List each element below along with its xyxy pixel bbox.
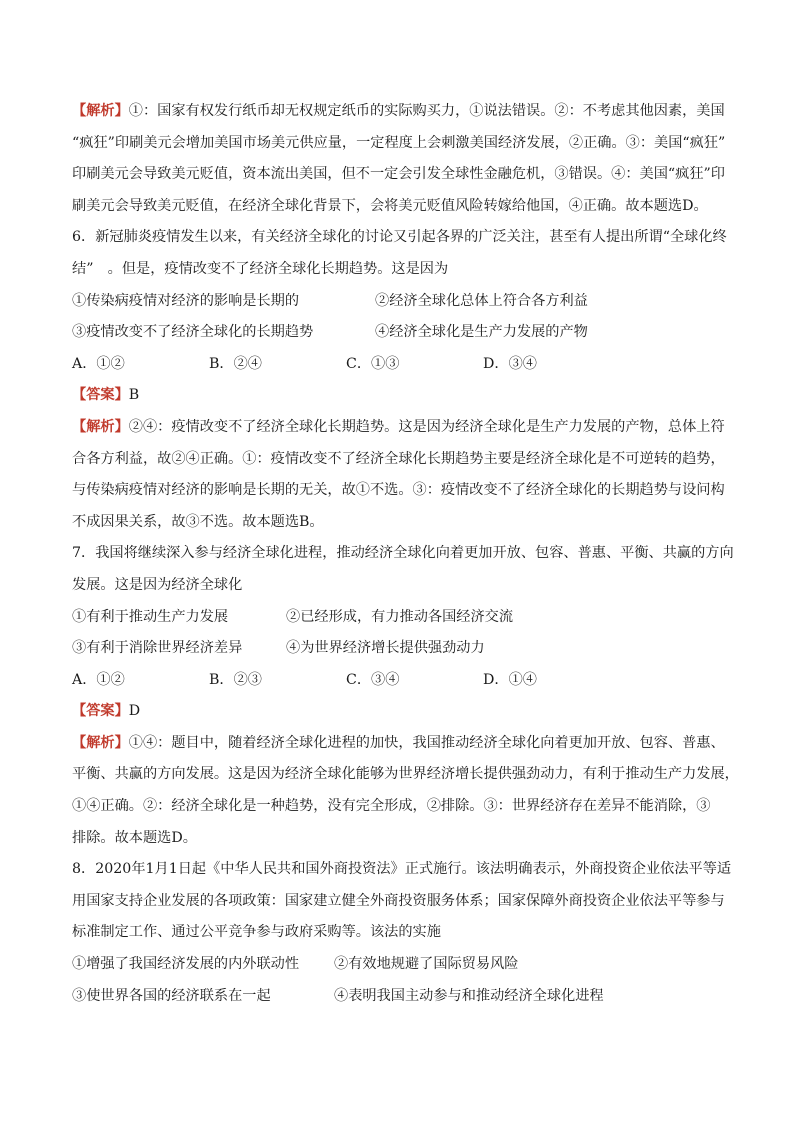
option-item: ④表明我国主动参与和推动经济全球化进程 [334,987,604,1004]
question-stem-line: 6．新冠肺炎疫情发生以来，有关经济全球化的讨论又引起各界的广泛关注，甚至有人提出所谓“全球化终 [72,229,727,246]
answer-line [72,380,722,412]
option-item: ②经济全球化总体上符合各方利益 [375,292,588,309]
choice-d: D．③④ [483,355,537,372]
question-stem-line: 标准制定工作、通过公平竞争参与政府采购等。该法的实施 [72,924,441,941]
question-stem-line: 7．我国将继续深入参与经济全球化进程，推动经济全球化向着更加开放、包容、普惠、平衡、共赢的方向 [72,545,734,562]
answer-tag: 【答案】 [72,703,129,720]
choice-d: D．①④ [483,671,537,688]
explanation-line: 刷美元会导致美元贬值，在经济全球化背景下，会将美元贬值风险转嫁给他国，④正确。故本题选D。 [72,197,708,214]
answer-line [72,696,722,728]
option-item: ④为世界经济增长提供强劲动力 [286,640,485,657]
answer-value: B [128,387,140,404]
option-row [72,317,722,349]
explanation-tag: 【解析】 [72,103,129,119]
choice-row [72,349,722,381]
explanation-line: 平衡、共赢的方向发展。这是因为经济全球化能够为世界经济增长提供强劲动力，有利于推动生产力发展， [72,766,739,783]
explanation-line: 印刷美元会导致美元贬值，资本流出美国，但不一定会引发全球性金融危机，③错误。④：美国“疯狂”印 [72,166,725,183]
option-item: ③使世界各国的经济联系在一起 [72,987,271,1004]
explanation-line: ①④正确。②：经济全球化是一种趋势，没有完全形成，②排除。③：世界经济存在差异不能消除，③ [72,798,711,815]
choice-row [72,665,722,697]
document-page [72,96,739,1012]
question-stem-line: 8．2020年1月1日起《中华人民共和国外商投资法》正式施行。该法明确表示，外商投资企业依法平等适 [72,861,732,878]
explanation-line: “疯狂”印刷美元会增加美国市场美元供应量，一定程度上会刺激美国经济发展，②正确。③：美国“疯狂” [72,134,726,151]
answer-value: D [128,703,141,720]
explanation-line: 合各方利益，故②④正确。①：疫情改变不了经济全球化长期趋势主要是经济全球化是不可逆转的趋势， [72,450,725,467]
explanation-tag: 【解析】 [72,734,129,751]
choice-c: C．③④ [346,671,400,688]
question-7 [72,538,739,854]
option-item: ②有效地规避了国际贸易风险 [334,956,519,973]
explanation-line: 【解析】①④：题目中，随着经济全球化进程的加快，我国推动经济全球化向着更加开放、包容、普惠、 [72,734,725,751]
q5-explanation [72,96,726,222]
choice-a: A．①② [72,355,125,372]
choice-c: C．①③ [346,355,400,372]
option-row [72,981,722,1013]
explanation-line: 排除。故本题选D。 [72,829,197,846]
question-6 [72,222,727,538]
explanation-line: 【解析】①：国家有权发行纸币却无权规定纸币的实际购买力，①说法错误。②：不考虑其他因素，美国 [72,103,725,119]
option-item: ③有利于消除世界经济差异 [72,640,243,657]
option-row [72,949,722,981]
explanation-line: 【解析】②④：疫情改变不了经济全球化长期趋势。这是因为经济全球化是生产力发展的产物，总体上符 [72,418,725,435]
option-row [72,602,722,634]
option-row [72,286,722,318]
question-8 [72,854,732,1012]
option-item: ①有利于推动生产力发展 [72,608,229,625]
choice-b: B．②③ [209,671,262,688]
question-stem-line: 发展。这是因为经济全球化 [72,576,243,593]
explanation-line: 与传染病疫情对经济的影响是长期的无关，故①不选。③：疫情改变不了经济全球化的长期趋势与设问构 [72,482,725,499]
option-item: ③疫情改变不了经济全球化的长期趋势 [72,324,314,341]
explanation-tag: 【解析】 [72,418,129,435]
option-item: ②已经形成，有力推动各国经济交流 [286,608,514,625]
explanation-line: 不成因果关系，故③不选。故本题选B。 [72,513,324,530]
answer-tag: 【答案】 [72,387,129,404]
choice-b: B．②④ [209,355,262,372]
question-stem-line: 用国家支持企业发展的各项政策：国家建立健全外商投资服务体系；国家保障外商投资企业依法平等参与 [72,892,725,909]
choice-a: A．①② [72,671,125,688]
option-item: ④经济全球化是生产力发展的产物 [375,324,588,341]
option-row [72,633,722,665]
question-stem-line: 结” 。但是，疫情改变不了经济全球化长期趋势。这是因为 [72,260,449,277]
option-item: ①传染病疫情对经济的影响是长期的 [72,292,300,309]
option-item: ①增强了我国经济发展的内外联动性 [72,956,300,973]
